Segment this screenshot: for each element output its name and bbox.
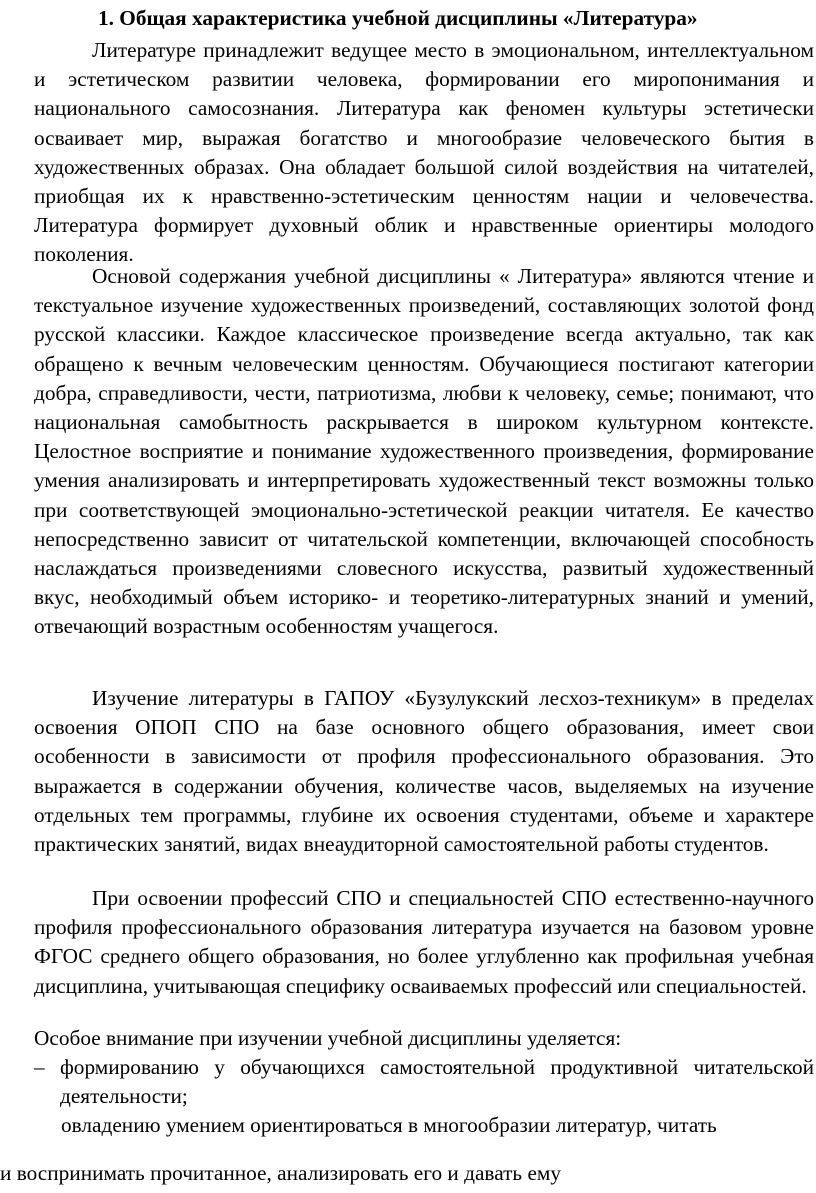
list-item xyxy=(34,1053,814,1111)
list-dash: – xyxy=(34,1055,45,1079)
paragraph-study-features: Изучение литературы в ГАПОУ «Бузулукский лесхоз-техникум» в пределах освоения ОПОП СПО на базе основного общего образования, имеет свои особенности в зависимости от профиля профессионального образования. Это выражается в содержании обучения, количестве часов, выделяемых на изучение отдельных тем программы, глубине их освоения студентами, объеме и характере практических занятий, видах внеаудиторной самостоятельной работы студентов. xyxy=(34,686,814,857)
list-item-continued: овладению умением ориентироваться в многообразии литератур, читать xyxy=(61,1113,717,1137)
paragraph-content-basis: Основой содержания учебной дисциплины « Литература» являются чтение и текстуальное изучение художественных произведений, составляющих золотой фонд русской классики. Каждое классическое произведение всегда актуально, так как обращено к вечным человеческим ценностям. Обучающиеся постигают категории добра, справедливости, чести, патриотизма, любви к человеку, семье; понимают, что национальная самобытность раскрывается в широком культурном контексте. Целостное восприятие и понимание художественного произведения, формирование умения анализировать и интерпретировать художественный текст возможны только при соответствующей эмоционально-эстетической реакции читателя. Ее качество непосредственно зависит от читательской компетенции, включающей способность наслаждаться произведениями словесного искусства, развитый художественный вкус, необходимый объем историко- и теоретико-литературных знаний и умений, отвечающий возрастным особенностям учащегося. xyxy=(34,264,814,639)
attention-list xyxy=(34,1053,814,1111)
paragraph-intro: Литературе принадлежит ведущее место в эмоциональном, интеллектуальном и эстетическом развитии человека, формировании его миропонимания и национального самосознания. Литература как феномен культуры эстетически осваивает мир, выражая богатство и многообразие человеческого бытия в художественных образах. Она обладает большой силой воздействия на читателей, приобщая их к нравственно-эстетическим ценностям нации и человечества. Литература формирует духовный облик и нравственные ориентиры молодого поколения. xyxy=(34,38,814,267)
special-attention-line: Особое внимание при изучении учебной дисциплины уделяется: xyxy=(34,1026,622,1050)
list-item-text: формированию у обучающихся самостоятельной продуктивной читательской деятельности; xyxy=(60,1055,814,1109)
closing-line: и воспринимать прочитанное, анализировать его и давать ему xyxy=(0,1161,562,1185)
paragraph-profile: При освоении профессий СПО и специальностей СПО естественно-научного профиля профессионального образования литература изучается на базовом уровне ФГОС среднего общего образования, но более углубленно как профильная учебная дисциплина, учитывающая специфику осваиваемых профессий или специальностей. xyxy=(34,886,814,998)
section-heading: 1. Общая характеристика учебной дисциплины «Литература» xyxy=(98,6,698,30)
